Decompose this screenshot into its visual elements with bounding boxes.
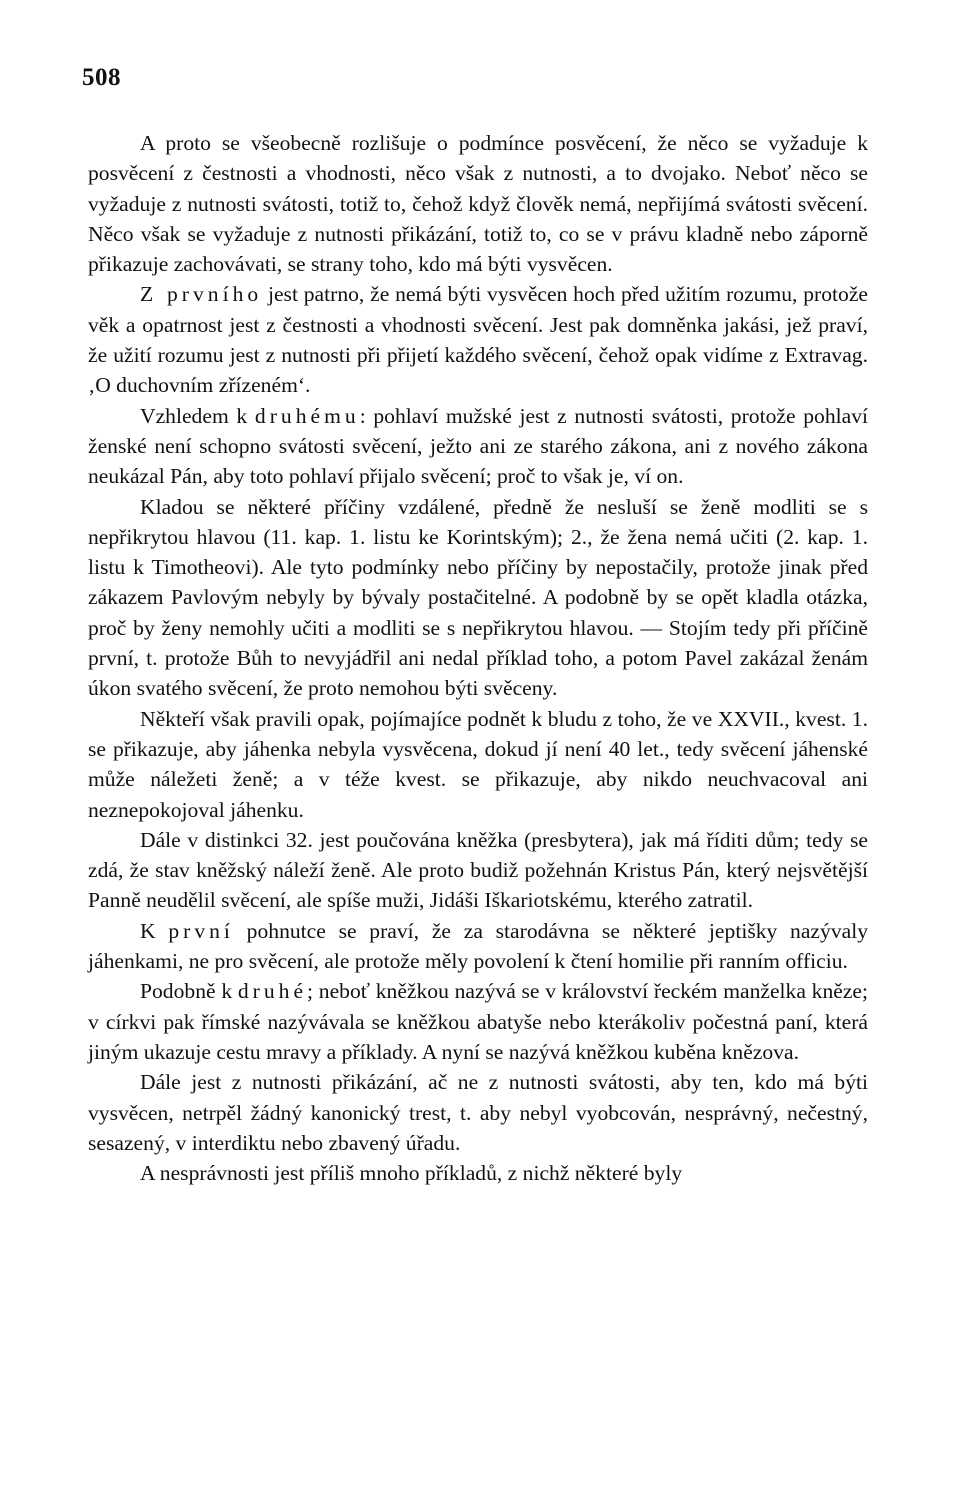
paragraph-2 bbox=[88, 279, 868, 400]
emphasis-spaced: druhé bbox=[237, 979, 308, 1004]
paragraph-6 bbox=[88, 825, 868, 916]
emphasis-spaced: první bbox=[168, 918, 234, 943]
paragraph-prefix: Podobně k bbox=[140, 979, 238, 1004]
paragraph-5 bbox=[88, 704, 868, 825]
emphasis-spaced: druhému bbox=[254, 403, 360, 428]
paragraph-10 bbox=[88, 1158, 868, 1188]
paragraph-text: pohnutce se praví, že za starodávna se některé jeptišky nazývaly jáhenkami, ne pro svěcení, ale protože měly povolení k čtení homilie při ranním officiu. bbox=[88, 918, 868, 974]
paragraph-prefix: K bbox=[140, 918, 169, 943]
paragraph-text: jest patrno, že nemá býti vysvěcen hoch před užitím rozumu, protože věk a opatrnost jest z čestnosti a vhodnosti svěcení. Jest pak domněnka jakási, jež praví, že užití rozumu jest z nutnosti při přijetí každého svěcení, čehož opak vidíme z Extravag. ‚O duchovním zřízeném‘. bbox=[88, 282, 868, 398]
paragraph-text: ; neboť kněžkou nazývá se v království řeckém manželka kněze; v církvi pak římské nazývávala se kněžkou abatyše nebo kterákoliv počestná paní, která jiným ukazuje cestu mravy a příklady. A nyní se nazývá kněžkou kuběna knězova. bbox=[88, 979, 869, 1064]
paragraph-text: Dále v distinkci 32. jest poučována kněžka (presbytera), jak má říditi dům; tedy se zdá, že stav kněžský náleží ženě. Ale proto budiž požehnán Kristus Pán, který nejsvětější Panně neudělil svěcení, ale spíše muži, Jidáši Iškariotskému, kterého zatratil. bbox=[88, 827, 868, 913]
paragraph-text: Někteří však pravili opak, pojímajíce podnět k bludu z toho, že ve XXVII., kvest. 1. se přikazuje, aby jáhenka nebyla vysvěcena, dokud jí není 40 let., tedy svěcení jáhenské může náležeti ženě; a v téže kvest. se přikazuje, aby nikdo neuchvacoval ani neznepokojoval jáhenku. bbox=[88, 706, 868, 822]
paragraph-text: : pohlaví mužské jest z nutnosti svátosti, protože pohlaví ženské není schopno svátosti svěcení, ježto ani ze starého zákona, ani z nového zákona neukázal Pán, aby toto pohlaví přijalo svěcení; proč to však je, ví on. bbox=[88, 403, 868, 489]
paragraph-prefix: Vzhledem k bbox=[140, 403, 255, 428]
paragraph-text: Dále jest z nutnosti přikázání, ač ne z nutnosti svátosti, aby ten, kdo má býti vysvěcen, netrpěl žádný kanonický trest, t. aby nebyl vyobcován, nesprávný, nečestný, sesazený, v interdiktu nebo zbavený úřadu. bbox=[88, 1070, 868, 1155]
body-text bbox=[88, 128, 868, 1188]
page-number: 508 bbox=[82, 64, 121, 91]
paragraph-1 bbox=[88, 128, 868, 279]
paragraph-9 bbox=[88, 1067, 868, 1158]
paragraph-text: Kladou se některé příčiny vzdálené, předně že nesluší se ženě modliti se s nepřikrytou hlavou (11. kap. 1. listu ke Korintským); 2., že žena nemá učiti (2. kap. 1. listu k Timotheovi). Ale tyto podmínky nebo příčiny by nepostačily, protože jinak před zákazem Pavlovým nebyly by bývaly postačitelné. A podobně by se opět kladla otázka, proč by ženy nemohly učiti a modliti se s nepřikrytou hlavou. — Stojím tedy při příčině první, t. protože Bůh to nevyjádřil ani nedal příklad toho, a potom Pavel zakázal ženám úkon svatého svěcení, že proto nemohou býti svěceny. bbox=[88, 494, 868, 701]
paragraph-3 bbox=[88, 401, 868, 492]
emphasis-spaced: Z prvního bbox=[140, 282, 263, 307]
paragraph-text: A proto se všeobecně rozlišuje o podmínce posvěcení, že něco se vyžaduje k posvěcení z čestnosti a vhodnosti, něco však z nutnosti, a to dvojako. Neboť něco se vyžaduje z nutnosti svátosti, totiž to, čehož když člověk nemá, nepřijímá svátosti svěcení. Něco však se vyžaduje z nutnosti přikázání, totiž to, co se v právu kladně nebo záporně přikazuje zachovávati, se strany toho, kdo má býti vysvěcen. bbox=[88, 131, 868, 277]
paragraph-7 bbox=[88, 916, 868, 977]
paragraph-8 bbox=[88, 976, 868, 1067]
paragraph-text: A nesprávnosti jest příliš mnoho příkladů, z nichž některé byly bbox=[140, 1161, 683, 1186]
paragraph-4 bbox=[88, 492, 868, 704]
